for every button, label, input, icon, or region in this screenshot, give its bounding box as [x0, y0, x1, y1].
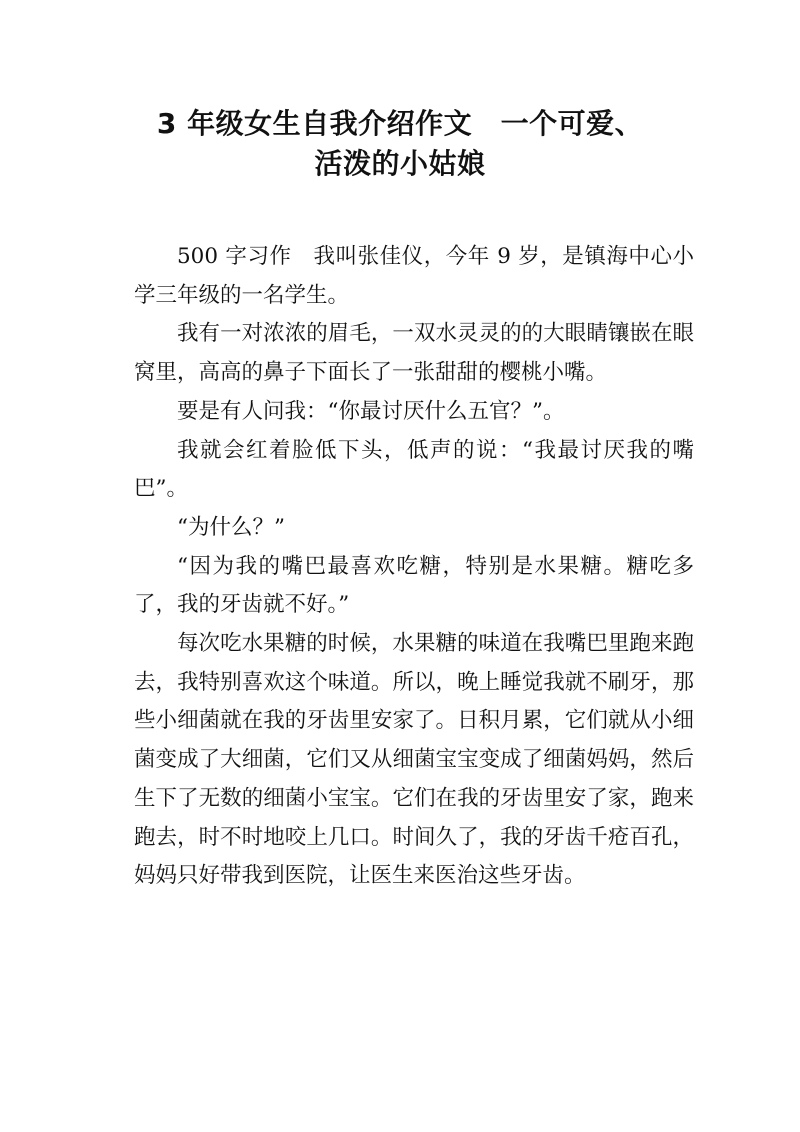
paragraph-answer: 我就会红着脸低下头，低声的说：“我最讨厌我的嘴巴”。 — [134, 437, 694, 502]
paragraph-why: “为什么？” — [177, 514, 285, 540]
document-title-line-1: 3 年级女生自我介绍作文 一个可爱、 — [156, 107, 644, 140]
paragraph-story: 每次吃水果糖的时候，水果糖的味道在我嘴巴里跑来跑去，我特别喜欢这个味道。所以，晚上睡觉我就不刷牙，那些小细菌就在我的牙齿里安家了。日积月累，它们就从小细菌变成了大细菌，它们又从细菌宝宝变成了细菌妈妈，然后生下了无数的细菌小宝宝。它们在我的牙齿里安了家，跑来跑去，时不时地咬上几口。时间久了，我的牙齿千疮百孔，妈妈只好带我到医院，让医生来医治这些牙齿。 — [134, 631, 694, 889]
document-body — [134, 238, 694, 896]
paragraph-intro: 500 字习作 我叫张佳仪，今年 9 岁，是镇海中心小学三年级的一名学生。 — [134, 244, 694, 308]
paragraph-question: 要是有人问我：“你最讨厌什么五官？”。 — [177, 398, 565, 424]
document-title-line-2: 活泼的小姑娘 — [314, 147, 486, 180]
paragraph-reason: “因为我的嘴巴最喜欢吃糖，特别是水果糖。糖吃多了，我的牙齿就不好。” — [134, 553, 694, 618]
paragraph-appearance: 我有一对浓浓的眉毛，一双水灵灵的的大眼睛镶嵌在眼窝里，高高的鼻子下面长了一张甜甜的樱桃小嘴。 — [134, 321, 694, 386]
